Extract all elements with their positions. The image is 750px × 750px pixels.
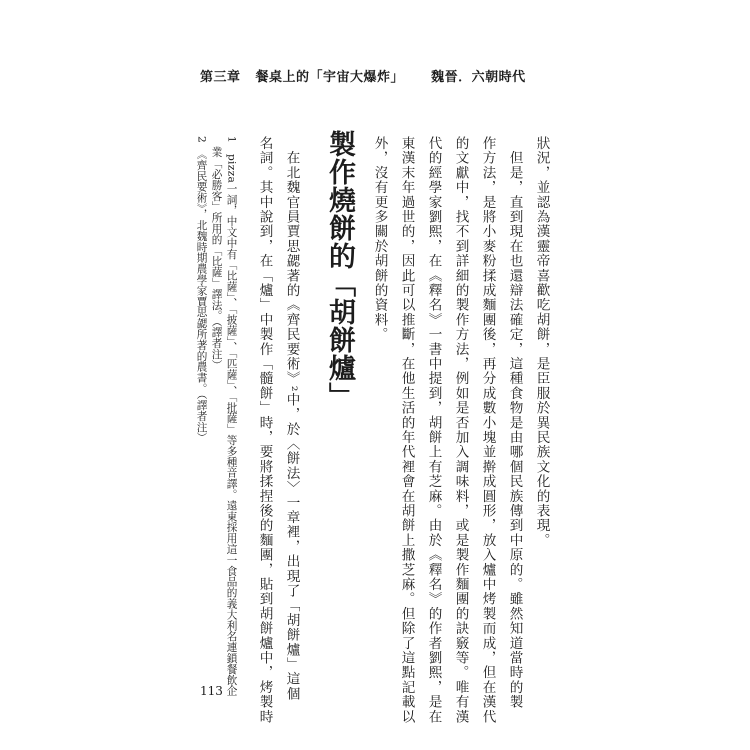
page-number: 113 [200, 684, 223, 698]
chapter-title: 餐桌上的「宇宙大爆炸」 [255, 70, 405, 85]
footnote-2: 2 《齊民要術》，北魏時期農學家賈思勰所著的農書。（譯者注） [195, 136, 208, 444]
section-heading: 製作燒餅的「胡餅爐」 [324, 130, 355, 410]
chapter-label: 第三章 [200, 70, 241, 85]
body-text-column: 的文獻中，找不到詳細的製作方法，例如是否加入調味料，或是製作麵團的訣竅等。唯有漢 [452, 136, 469, 724]
body-text-column: 名詞。其中說到，在「爐」中製作「髓餅」時，要將揉捏後的麵團，貼到胡餅爐中，烤製時 [256, 136, 273, 724]
body-text-column: 代的經學家劉熙，在《釋名》一書中提到，胡餅上有芝麻。由於《釋名》的作者劉熙，是在 [425, 136, 442, 724]
body-text-column: 但是，直到現在也還辯法確定，這種食物是由哪個民族傳到中原的。雖然知道當時的製 [506, 136, 523, 710]
body-text-column: 在北魏官員賈思勰著的《齊民要術》²中，於〈餅法〉一章裡，出現了「胡餅爐」這個 [283, 136, 300, 702]
footnote-1: 1 pizza一詞，中文中有「比薩」、「披薩」、「匹薩」、「批薩」等多種音譯。遠東採用這一食品的義大利名連鎖餐飲企 [225, 136, 238, 697]
body-text-column: 作方法，是將小麥粉揉成麵團後，再分成數小塊並擀成圓形，放入爐中烤製而成，但在漢代 [479, 136, 496, 724]
era-label: 魏晉．六朝時代 [431, 70, 526, 85]
body-text-column: 外，沒有更多關於胡餅的資料。 [371, 136, 388, 342]
running-header [200, 66, 526, 85]
footnote-1-continued: 業「必勝客」所用的「比薩」譯法。（譯者注） [210, 136, 223, 371]
body-text-column: 狀況，並認為漢靈帝喜歡吃胡餅，是臣服於異民族文化的表現。 [533, 136, 550, 548]
body-text-column: 東漢末年過世的，因此可以推斷，在他生活的年代裡會在胡餅上撒芝麻。但除了這點記載以 [398, 136, 415, 724]
